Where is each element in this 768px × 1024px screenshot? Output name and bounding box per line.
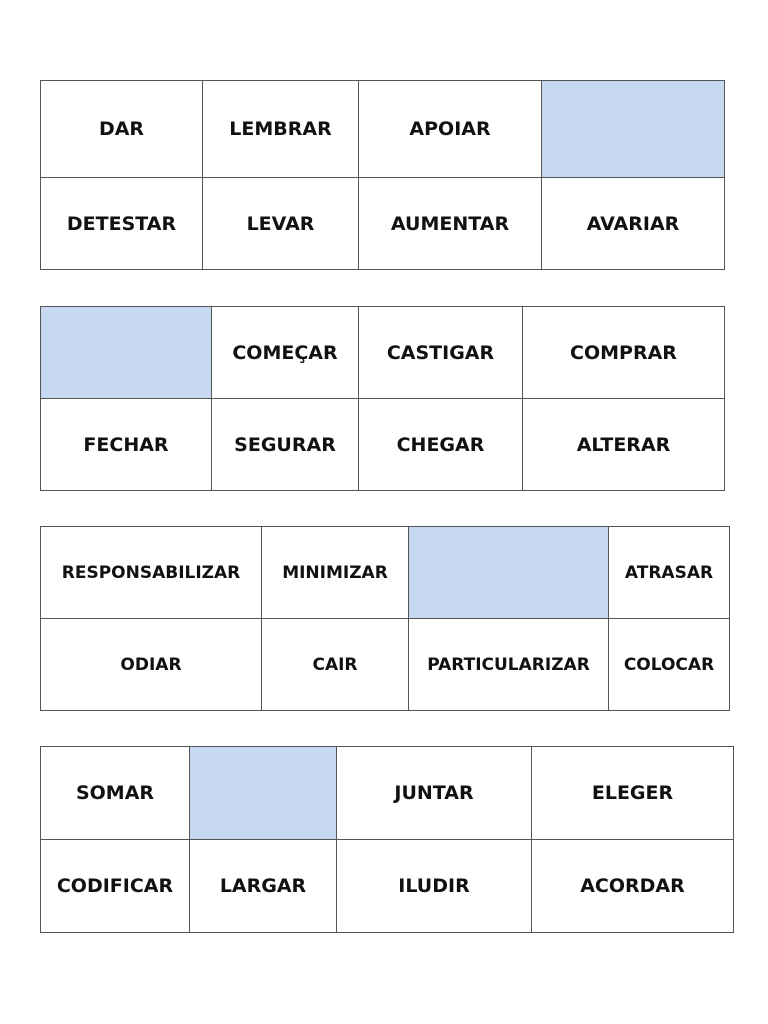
blank-cell <box>542 81 725 178</box>
word-grid-1 <box>40 80 725 270</box>
word-cell: SEGURAR <box>212 399 359 491</box>
word-cell: LARGAR <box>190 840 337 933</box>
grid-row <box>41 178 725 270</box>
word-cell: DETESTAR <box>41 178 203 270</box>
grid-row <box>41 307 725 399</box>
word-cell: ILUDIR <box>337 840 532 933</box>
word-cell: COMPRAR <box>523 307 725 399</box>
blank-cell <box>190 747 337 840</box>
word-grid-2 <box>40 306 725 491</box>
word-cell: DAR <box>41 81 203 178</box>
word-cell: LEVAR <box>203 178 359 270</box>
grid-row <box>41 399 725 491</box>
word-cell: COMEÇAR <box>212 307 359 399</box>
word-cell: ALTERAR <box>523 399 725 491</box>
grid-row <box>41 81 725 178</box>
word-cell: MINIMIZAR <box>262 527 409 619</box>
word-grid-4 <box>40 746 734 933</box>
word-cell: JUNTAR <box>337 747 532 840</box>
word-cell: AVARIAR <box>542 178 725 270</box>
word-grid-3 <box>40 526 730 711</box>
word-cell: COLOCAR <box>609 619 730 711</box>
word-cell: PARTICULARIZAR <box>409 619 609 711</box>
grid-row <box>41 747 734 840</box>
word-cell: CHEGAR <box>359 399 523 491</box>
word-cell: SOMAR <box>41 747 190 840</box>
word-cell: LEMBRAR <box>203 81 359 178</box>
word-cell: CODIFICAR <box>41 840 190 933</box>
blank-cell <box>409 527 609 619</box>
word-cell: ELEGER <box>532 747 734 840</box>
grid-row <box>41 619 730 711</box>
word-cell: CAIR <box>262 619 409 711</box>
grid-row <box>41 527 730 619</box>
word-cell: RESPONSABILIZAR <box>41 527 262 619</box>
word-cell: APOIAR <box>359 81 542 178</box>
blank-cell <box>41 307 212 399</box>
word-cell: ODIAR <box>41 619 262 711</box>
word-cell: FECHAR <box>41 399 212 491</box>
grid-row <box>41 840 734 933</box>
word-cell: ATRASAR <box>609 527 730 619</box>
word-cell: ACORDAR <box>532 840 734 933</box>
word-cell: CASTIGAR <box>359 307 523 399</box>
word-cell: AUMENTAR <box>359 178 542 270</box>
